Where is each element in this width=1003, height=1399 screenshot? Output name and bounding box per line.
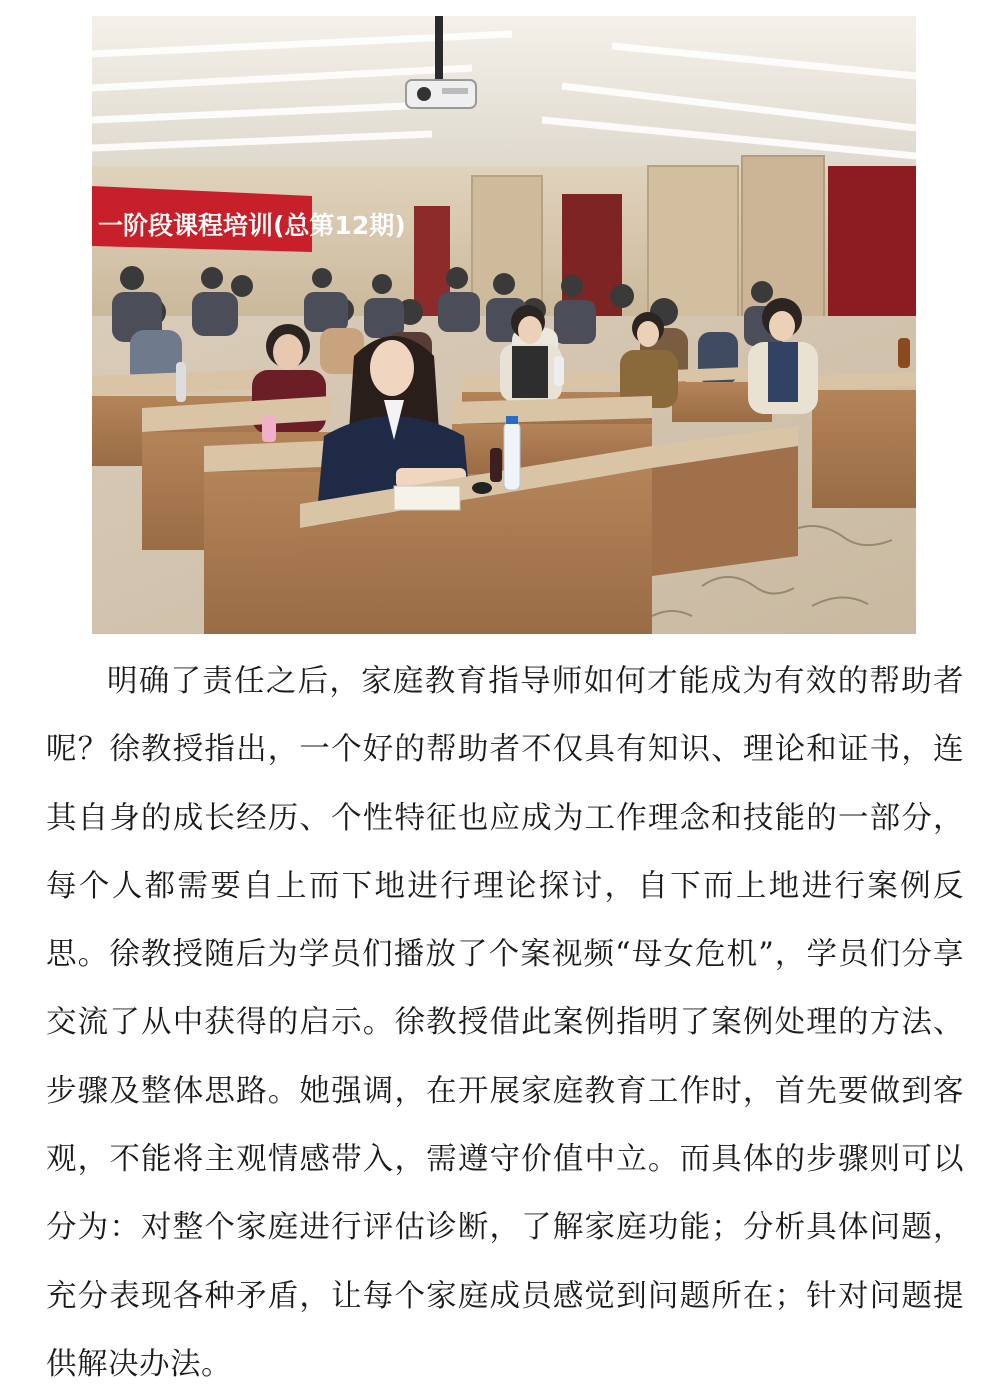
- classroom-photo: [92, 16, 916, 634]
- banner-text: 一阶段课程培训(总第12期): [98, 211, 406, 240]
- article-paragraph: 明确了责任之后，家庭教育指导师如何才能成为有效的帮助者呢？徐教授指出，一个好的帮助者不仅具有知识、理论和证书，连其自身的成长经历、个性特征也应成为工作理念和技能的一部分，每个人都需要自上而下地进行理论探讨，自下而上地进行案例反思。徐教授随后为学员们播放了个案视频“母女危机”，学员们分享交流了从中获得的启示。徐教授借此案例指明了案例处理的方法、步骤及整体思路。她强调，在开展家庭教育工作时，首先要做到客观，不能将主观情感带入，需遵守价值中立。而具体的步骤则可以分为：对整个家庭进行评估诊断，了解家庭功能；分析具体问题，充分表现各种矛盾，让每个家庭成员感觉到问题所在；针对问题提供解决办法。: [46, 664, 964, 1382]
- classroom-illustration: [92, 16, 916, 634]
